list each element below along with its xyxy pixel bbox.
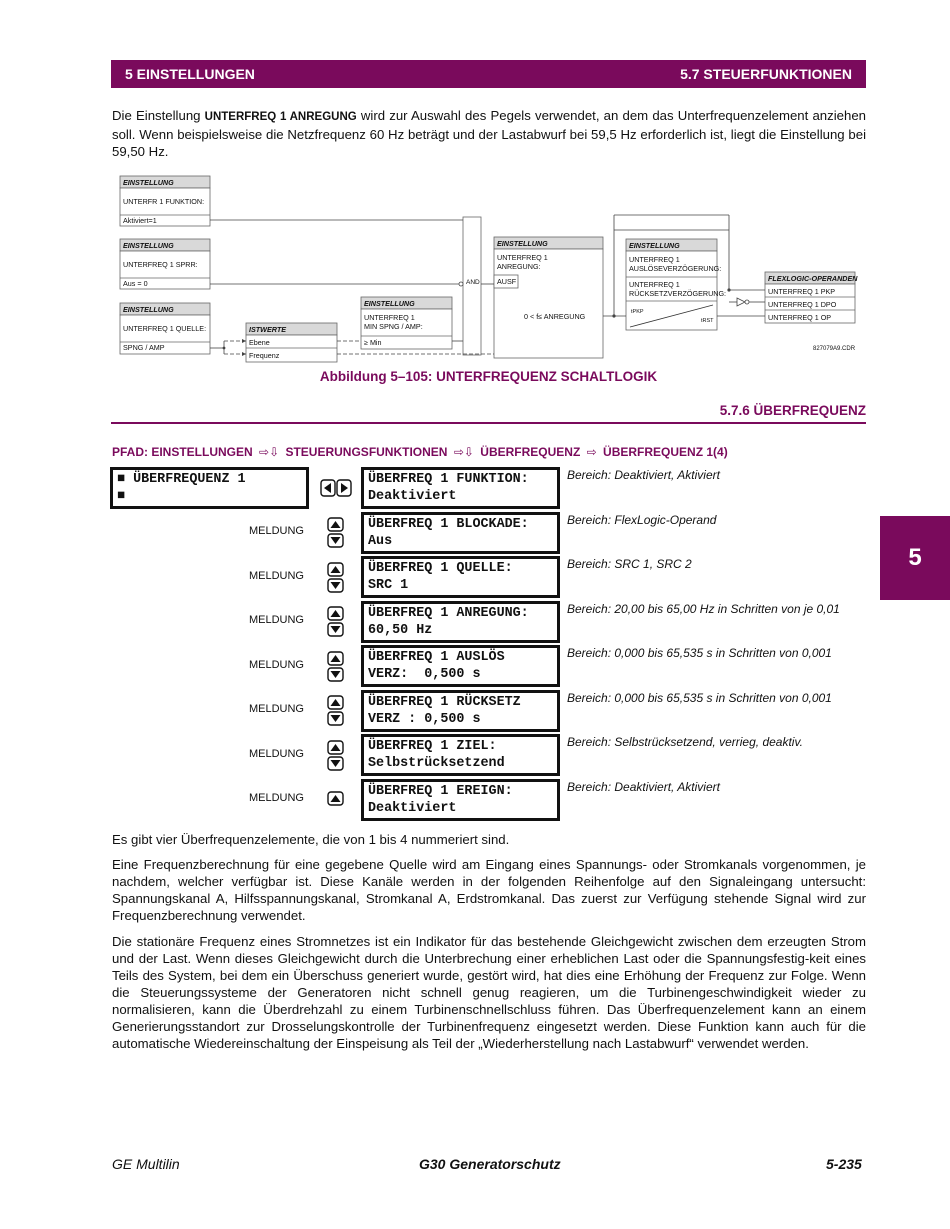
diagram-block-value: Aus = 0: [123, 279, 148, 288]
chapter-header-bar: [111, 60, 866, 88]
message-label: MELDUNG: [248, 659, 304, 671]
setting-display-pickup: ÜBERFREQ 1 ANREGUNG: 60,50 Hz: [361, 601, 560, 643]
section-title-header: 5.7 STEUERFUNKTIONEN: [680, 66, 852, 82]
diagram-delay-label-4: RÜCKSETZVERZÖGERUNG:: [629, 289, 727, 298]
diagram-flex-op: UNTERFREQ 1 OP: [768, 313, 832, 322]
setting-display-function: ÜBERFREQ 1 FUNKTION: Deaktiviert: [361, 467, 560, 509]
setting-display-trip-delay: ÜBERFREQ 1 AUSLÖS VERZ: 0,500 s: [361, 645, 560, 687]
diagram-function-label: UNTERFR 1 FUNKTION:: [123, 197, 205, 206]
range-reset-delay: Bereich: 0,000 bis 65,535 s in Schritten von 0,001: [567, 691, 832, 705]
diagram-min-label-1: UNTERFREQ 1: [364, 313, 415, 322]
chapter-title: 5 EINSTELLUNGEN: [125, 66, 255, 82]
diagram-trst: tRST: [701, 318, 714, 324]
diagram-flex-title: FLEXLOGIC-OPERANDEN: [768, 274, 858, 283]
diagram-and-label: AND: [466, 279, 480, 286]
body-paragraph-3: Die stationäre Frequenz eines Stromnetzes ist ein Indikator für das bestehende Gleichgewicht zwischen dem erzeugten Strom und der Last. Wenn dieses Gleichgewicht durch die Unterbrechung einer erheblichen Last oder die Spannungsfestig-keit eines Teils des System, bei dem ein Überschuss generiert wurde, gestört wird, hat dies eine Erhöhung der Frequenz zur Folge. Wenn die Steuerungssysteme der Generatoren nicht schnell genug reagieren, um die Turbinengeschwindigkeit wieder zu normalisieren, kann die Überdrehzahl zu einem Turbinenschnellschluss führen. Das Überfrequenzelement kann an einem Generierungsstandort zur Drosselungskontrolle der Turbinenfrequenz eingesetzt werden. Diese Funktion kann auch für die automatische Wiedereinschaltung der Einspeisung als Teil der „Wiederherstellung nach Lastabwurf“ verwendet werden.: [112, 934, 866, 1051]
section-heading: 5.7.6 ÜBERFREQUENZ: [719, 403, 866, 418]
diagram-delay-label-2: AUSLÖSEVERZÖGERUNG:: [629, 264, 722, 273]
diagram-pickup-label-1: UNTERFREQ 1: [497, 253, 548, 262]
logic-diagram: [111, 170, 866, 370]
diagram-pickup-label-2: ANREGUNG:: [497, 262, 541, 271]
up-down-arrows-icon[interactable]: [327, 606, 344, 637]
message-label: MELDUNG: [248, 792, 304, 804]
diagram-einstellung-4: EINSTELLUNG: [364, 299, 415, 308]
diagram-source-label: UNTERFREQ 1 QUELLE:: [123, 324, 207, 333]
diagram-min-value: ≥ Min: [364, 338, 382, 347]
up-arrow-icon[interactable]: [327, 791, 344, 806]
setting-display-reset-delay: ÜBERFREQ 1 RÜCKSETZ VERZ : 0,500 s: [361, 690, 560, 732]
setting-display-block: ÜBERFREQ 1 BLOCKADE: Aus: [361, 512, 560, 554]
section-rule: [111, 422, 866, 424]
body-paragraph-2: Eine Frequenzberechnung für eine gegebene Quelle wird am Eingang eines Spannungs- oder Stromkanals vorgenommen, je nachdem, welcher verfügbar ist. Diese Kanäle werden in der folgenden Reihenfolge auf den Signaleingang untersucht: Spannungskanal A, Hilfsspannungskanal, Stromkanal A, Erdstromkanal. Das zuerst zur Verfügung stehende Signal wird zur Frequenzberechnung verwendet.: [112, 857, 866, 923]
diagram-flex-pkp: UNTERFREQ 1 PKP: [768, 287, 836, 296]
range-events: Bereich: Deaktiviert, Aktiviert: [567, 780, 720, 794]
diagram-pickup-value: AUSF: [497, 277, 517, 286]
menu-path: PFAD: EINSTELLUNGEN ⇨⇩ STEUERUNGSFUNKTIONEN ⇨⇩ ÜBERFREQUENZ ⇨ ÜBERFREQUENZ 1(4): [112, 445, 728, 459]
range-source: Bereich: SRC 1, SRC 2: [567, 557, 692, 571]
diagram-tpkp: tPKP: [631, 309, 644, 315]
diagram-function-value: Aktiviert=1: [123, 216, 157, 225]
range-target: Bereich: Selbstrücksetzend, verrieg, deaktiv.: [567, 735, 803, 749]
setting-display-target: ÜBERFREQ 1 ZIEL: Selbstrücksetzend: [361, 734, 560, 776]
menu-header-display: ■ ÜBERFREQUENZ 1 ■: [110, 467, 309, 509]
message-label: MELDUNG: [248, 525, 304, 537]
range-pickup: Bereich: 20,00 bis 65,00 Hz in Schritten von je 0,01: [567, 602, 840, 616]
setting-display-source: ÜBERFREQ 1 QUELLE: SRC 1: [361, 556, 560, 598]
footer-company: GE Multilin: [112, 1156, 180, 1172]
message-label: MELDUNG: [248, 614, 304, 626]
diagram-delay-label-1: UNTERFREQ 1: [629, 255, 680, 264]
range-function: Bereich: Deaktiviert, Aktiviert: [567, 468, 720, 482]
setting-name: UNTERFREQ 1 ANREGUNG: [204, 111, 357, 123]
diagram-actual-ebene: Ebene: [249, 338, 270, 347]
message-label: MELDUNG: [248, 703, 304, 715]
up-down-arrows-icon[interactable]: [327, 740, 344, 771]
left-right-arrows-icon[interactable]: [320, 479, 352, 497]
diagram-delay-label-3: UNTERFREQ 1: [629, 280, 680, 289]
diagram-source-value: SPNG / AMP: [123, 343, 165, 352]
range-block: Bereich: FlexLogic-Operand: [567, 513, 717, 527]
diagram-block-label: UNTERFREQ 1 SPRR:: [123, 260, 198, 269]
diagram-einstellung-5: EINSTELLUNG: [497, 239, 548, 248]
message-label: MELDUNG: [248, 748, 304, 760]
diagram-actual-title: ISTWERTE: [249, 325, 287, 334]
footer-page-number: 5-235: [826, 1156, 862, 1172]
diagram-einstellung-3: EINSTELLUNG: [123, 305, 174, 314]
up-down-arrows-icon[interactable]: [327, 562, 344, 593]
diagram-einstellung-1: EINSTELLUNG: [123, 178, 174, 187]
diagram-pickup-condition: 0 < f≤ ANREGUNG: [524, 312, 586, 321]
footer-manual-title: G30 Generatorschutz: [419, 1156, 561, 1172]
diagram-min-label-2: MIN SPNG / AMP:: [364, 322, 423, 331]
setting-display-events: ÜBERFREQ 1 EREIGN: Deaktiviert: [361, 779, 560, 821]
range-trip-delay: Bereich: 0,000 bis 65,535 s in Schritten von 0,001: [567, 646, 832, 660]
figure-caption: Abbildung 5–105: UNTERFREQUENZ SCHALTLOGIK: [319, 369, 658, 384]
up-down-arrows-icon[interactable]: [327, 517, 344, 548]
message-label: MELDUNG: [248, 570, 304, 582]
diagram-einstellung-2: EINSTELLUNG: [123, 241, 174, 250]
diagram-code: 827079A9.CDR: [813, 346, 856, 352]
body-paragraph-1: Es gibt vier Überfrequenzelemente, die von 1 bis 4 nummeriert sind.: [112, 832, 510, 847]
up-down-arrows-icon[interactable]: [327, 651, 344, 682]
intro-paragraph: Die Einstellung UNTERFREQ 1 ANREGUNG wird zur Auswahl des Pegels verwendet, an dem das Unterfrequenzelement anziehen soll. Wenn beispielsweise die Netzfrequenz 60 Hz beträgt und der Lastabwurf bei 59,5 Hz erforderlich ist, liegt die Einstellung bei 59,50 Hz.: [112, 108, 866, 159]
diagram-flex-dpo: UNTERFREQ 1 DPO: [768, 300, 837, 309]
up-down-arrows-icon[interactable]: [327, 695, 344, 726]
chapter-tab: 5: [880, 516, 950, 600]
diagram-actual-freq: Frequenz: [249, 351, 280, 360]
diagram-einstellung-6: EINSTELLUNG: [629, 241, 680, 250]
